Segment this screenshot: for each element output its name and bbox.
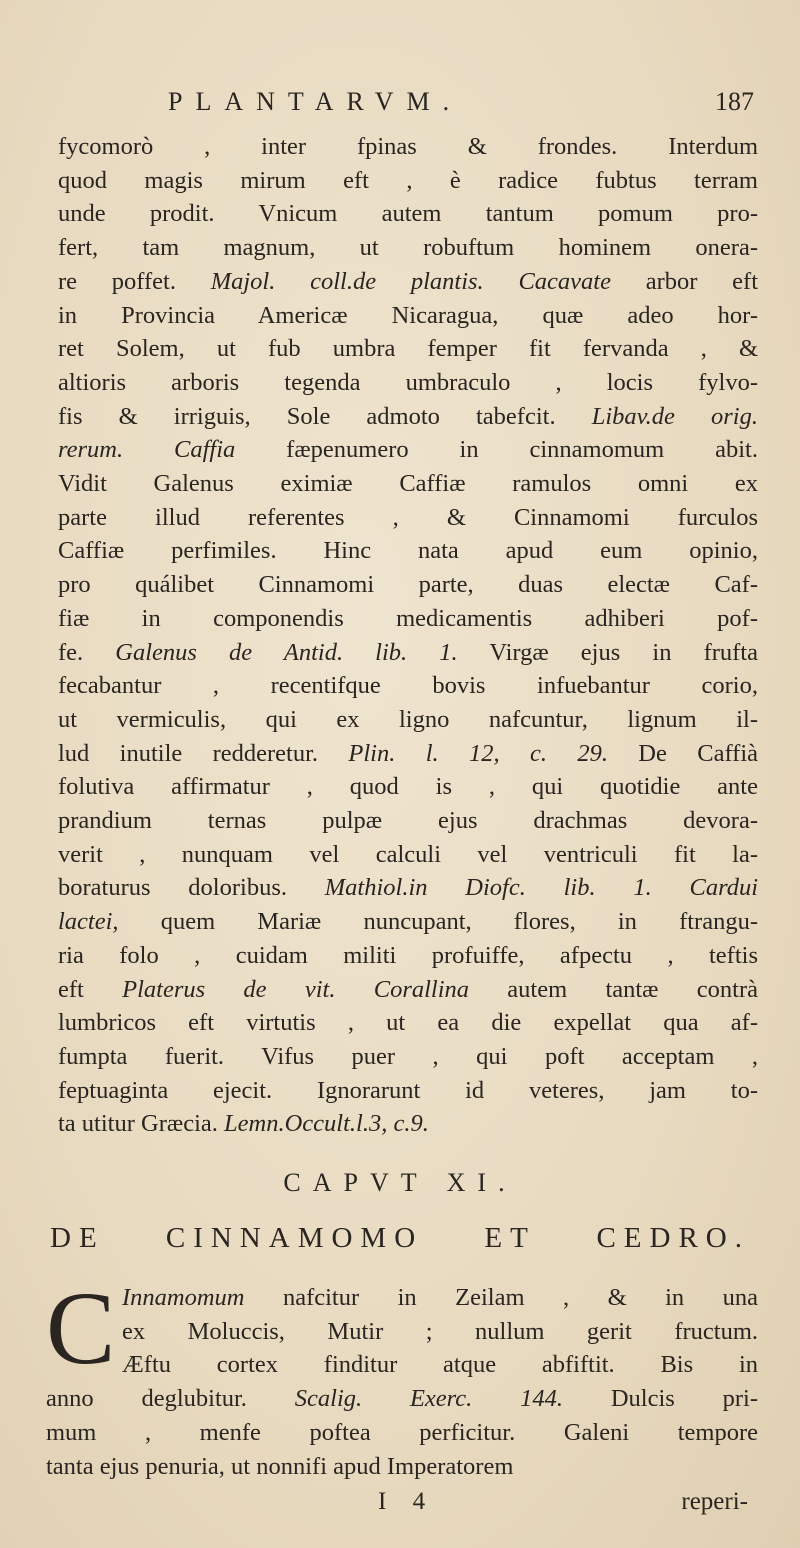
italic-citation: Plin. l. 12, c. 29.: [348, 739, 608, 767]
chapter-paragraph: [46, 1271, 758, 1483]
text-segment: unde prodit. Vnicum autem tantum pomum pro-: [58, 200, 758, 228]
signature-mark: I 4: [378, 1488, 436, 1515]
text-segment: ut vermiculis, qui ex ligno nafcuntur, lignum il-: [58, 705, 758, 733]
text-segment: fert, tam magnum, ut robuftum hominem onera-: [58, 234, 758, 262]
text-segment: fecabantur , recentifque bovis infuebantur corio,: [58, 672, 758, 700]
text-line: [58, 164, 758, 198]
text-segment: ria folo , cuidam militi profuiffe, afpectu , teftis: [58, 941, 758, 969]
italic-citation: Galenus de Antid. lib. 1.: [115, 638, 458, 666]
text-segment: fumpta fuerit. Vifus puer , qui poft acceptam ,: [58, 1042, 758, 1070]
page-footer: [0, 1488, 800, 1522]
text-line: [58, 130, 758, 164]
text-line: [58, 973, 758, 1007]
text-line: [58, 1074, 758, 1108]
text-segment: nafcitur in Zeilam , & in una: [244, 1284, 758, 1311]
italic-citation: Libav.de orig.: [591, 402, 758, 430]
text-line: [58, 737, 758, 771]
text-segment: lud inutile redderetur.: [58, 739, 349, 767]
text-segment: [123, 436, 174, 463]
drop-cap: C: [46, 1271, 116, 1386]
text-line: [58, 299, 758, 333]
text-line: [58, 905, 758, 939]
text-segment: tanta ejus penuria, ut nonnifi apud Imperatorem: [46, 1452, 514, 1480]
text-line: [58, 568, 758, 602]
text-segment: mum , menfe poftea perficitur. Galeni tempore: [46, 1418, 758, 1446]
text-segment: ex Moluccis, Mutir ; nullum gerit fructum.: [122, 1317, 758, 1345]
text-segment: fis & irriguis, Sole admoto tabefcit.: [58, 402, 592, 430]
text-line: [58, 804, 758, 838]
text-segment: anno deglubitur.: [46, 1385, 295, 1413]
italic-citation: Innamomum: [122, 1284, 245, 1311]
italic-citation: Lemn.Occult.l.3, c.9.: [224, 1110, 429, 1138]
text-segment: parte illud referentes , & Cinnamomi furculos: [58, 503, 758, 531]
italic-citation: Cacavate: [518, 267, 611, 295]
text-line: [58, 703, 758, 737]
italic-citation: Majol. coll.de plantis.: [210, 267, 484, 295]
text-segment: feptuaginta ejecit. Ignorarunt id veteres, jam to-: [58, 1076, 758, 1104]
text-segment: fiæ in componendis medicamentis adhiberi pof-: [58, 604, 758, 632]
text-line: [58, 1040, 758, 1074]
text-segment: verit , nunquam vel calculi vel ventriculi fit la-: [58, 840, 758, 868]
text-segment: autem tantæ contrà: [469, 975, 759, 1003]
text-line: [58, 265, 758, 299]
text-line: [46, 1281, 758, 1315]
text-line: [58, 669, 758, 703]
chapter-title: DE CINNAMOMO ET CEDRO.: [50, 1222, 750, 1254]
text-line: [46, 1450, 758, 1484]
text-line: [58, 636, 758, 670]
text-segment: Caffiæ perfimiles. Hinc nata apud eum opinio,: [58, 537, 758, 565]
text-segment: fe.: [58, 638, 116, 666]
text-segment: in Provincia Americæ Nicaragua, quæ adeo hor-: [58, 301, 758, 329]
text-segment: ret Solem, ut fub umbra femper fit fervanda , &: [58, 335, 758, 363]
text-line: [46, 1416, 758, 1450]
text-segment: [484, 268, 519, 295]
text-line: [58, 366, 758, 400]
italic-citation: Scalig. Exerc. 144.: [294, 1385, 563, 1413]
text-segment: arbor eft: [610, 267, 758, 295]
text-line: [58, 467, 758, 501]
text-line: [58, 231, 758, 265]
text-line: [58, 838, 758, 872]
text-line: [58, 602, 758, 636]
chapter-number: CAPVT XI.: [283, 1168, 517, 1197]
catchword: reperi-: [681, 1488, 748, 1515]
text-segment: lumbricos eft virtutis , ut ea die expellat qua af-: [58, 1009, 758, 1037]
text-line: [58, 400, 758, 434]
chapter-paragraph-lines: [46, 1281, 758, 1483]
text-segment: quem Mariæ nuncupant, flores, in ftrangu-: [118, 908, 758, 936]
text-segment: [335, 976, 373, 1003]
italic-citation: Platerus de vit.: [122, 975, 336, 1003]
text-segment: fycomorò , inter fpinas & frondes. Interdum: [58, 133, 758, 160]
italic-citation: Caffia: [174, 436, 236, 464]
text-line: [58, 197, 758, 231]
text-segment: boraturus doloribus.: [58, 874, 325, 902]
text-line: [58, 501, 758, 535]
text-line: [58, 534, 758, 568]
text-line: [46, 1348, 758, 1382]
text-line: [58, 332, 758, 366]
text-segment: Dulcis pri-: [563, 1385, 758, 1413]
text-segment: Æftu cortex finditur atque abfiftit. Bis in: [122, 1351, 758, 1379]
text-line: [46, 1382, 758, 1416]
italic-citation: lactei,: [58, 908, 119, 936]
text-segment: Vidit Galenus eximiæ Caffiæ ramulos omni ex: [58, 470, 758, 498]
text-line: [58, 770, 758, 804]
text-segment: re poffet.: [58, 267, 211, 295]
text-line: [58, 433, 758, 467]
text-line: [46, 1315, 758, 1349]
italic-citation: Mathiol.in Diofc. lib. 1. Cardui: [324, 874, 758, 902]
text-segment: folutiva affirmatur , quod is , qui quotidie ante: [58, 773, 758, 801]
text-segment: quod magis mirum eft , è radice fubtus terram: [58, 166, 758, 194]
text-segment: altioris arboris tegenda umbraculo , locis fylvo-: [58, 368, 758, 396]
text-line: [58, 939, 758, 973]
text-line: [58, 1107, 758, 1141]
text-segment: De Caffià: [607, 739, 758, 767]
page-header: [0, 87, 800, 123]
text-line: [58, 1006, 758, 1040]
text-segment: ta utitur Græcia.: [58, 1110, 225, 1138]
italic-citation: Corallina: [373, 975, 470, 1003]
text-segment: pro quálibet Cinnamomi parte, duas electæ Caf-: [58, 571, 758, 599]
text-segment: Virgæ ejus in frufta: [457, 638, 758, 666]
text-segment: prandium ternas pulpæ ejus drachmas devora-: [58, 807, 758, 835]
italic-citation: rerum.: [58, 436, 124, 464]
page-number: 187: [715, 87, 754, 116]
text-segment: eft: [58, 975, 123, 1003]
main-paragraph: [58, 130, 758, 1141]
text-segment: fæpenumero in cinnamomum abit.: [235, 436, 758, 464]
text-line: [58, 871, 758, 905]
running-head: PLANTARVM.: [168, 87, 463, 116]
